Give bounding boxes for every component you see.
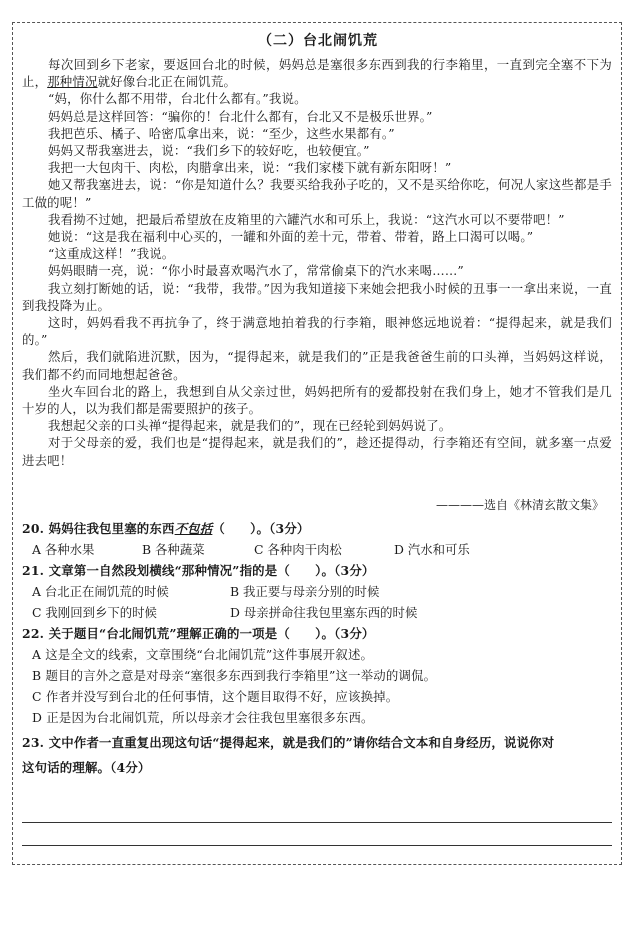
paragraph: 坐火车回台北的路上，我想到自从父亲过世，妈妈把所有的爱都投射在我们身上，她才不管我们是几十岁的人，以为我们都是需要照护的孩子。 [22,383,612,417]
paragraph: 妈妈又帮我塞进去，说：“我们乡下的较好吃，也较便宜。” [48,143,370,159]
answer-lines[interactable] [22,800,612,846]
question-21-options-row2 [22,602,612,623]
answer-line[interactable] [22,823,612,846]
question-23: 23. 文中作者一直重复出现这句话“提得起来，就是我们的”请你结合文本和自身经历，说说你对 [22,735,555,750]
questions-section [22,518,612,778]
paragraph: 每次回到乡下老家，要返回台北的时候，妈妈总是塞很多东西到我的行李箱里，一直到完全塞不下为止，那种情况就好像台北正在闹饥荒。 [22,57,612,90]
option-d[interactable]: D 汽水和可乐 [394,542,470,557]
paragraph: 我看拗不过她，把最后希望放在皮箱里的六罐汽水和可乐上，我说：“这汽水可以不要带吧！” [48,211,565,227]
option-c[interactable]: C 我刚回到乡下的时候 [32,605,157,620]
passage-title: （二）台北闹饥荒 [258,33,378,49]
option-a[interactable]: A 这是全文的线索，文章围绕“台北闹饥荒”这件事展开叙述。 [32,647,374,662]
option-d[interactable]: D 母亲拼命往我包里塞东西的时候 [230,605,418,620]
paragraph: “妈，你什么都不用带，台北什么都有。”我说。 [48,91,307,107]
paragraph: 然后，我们就陷进沉默，因为，“提得起来，就是我们的”正是我爸爸生前的口头禅，当妈妈这样说，我们都不约而同地想起爸爸。 [22,349,612,382]
paragraph: 我把一大包肉干、肉松，肉腊拿出来，说：“我们家楼下就有新东阳呀！” [48,160,452,176]
question-23-cont: 这句话的理解。（4分） [22,760,151,775]
option-c[interactable]: C 作者并没写到台北的任何事情，这个题目取得不好，应该换掉。 [32,689,399,704]
paragraph: 妈妈总是这样回答：“骗你的！台北什么都有，台北又不是极乐世界。” [48,108,433,124]
answer-line[interactable] [22,800,612,823]
paragraph: 对于父母亲的爱，我们也是“提得起来，就是我们的”，趁还提得动，行李箱还有空间，就多塞一点爱进去吧！ [22,435,612,468]
question-21-options-row1 [22,581,612,602]
paragraph: 我把芭乐、橘子、哈密瓜拿出来，说：“至少，这些水果都有。” [48,125,395,141]
paragraph: “这重成这样！”我说。 [48,246,175,262]
passage-body [22,56,612,469]
paragraph: 她又帮我塞进去，说：“你是知道什么？我要买给我孙子吃的，又不是买给你吃，何况人家这些都是手工做的呢！” [22,177,612,210]
emphasis-not-include: 不包括 [174,521,213,536]
option-d[interactable]: D 正是因为台北闹饥荒，所以母亲才会往我包里塞很多东西。 [32,710,374,725]
question-20: 20. 妈妈往我包里塞的东西不包括（ ）。（3分） [22,521,310,536]
question-22: 22. 关于题目“台北闹饥荒”理解正确的一项是（ ）。（3分） [22,626,375,641]
option-b[interactable]: B 我正要与母亲分别的时候 [230,584,380,599]
option-a[interactable]: A 台北正在闹饥荒的时候 [32,584,169,599]
paragraph: 她说：“这是我在福利中心买的，一罐和外面的差十元，带着、带着，路上口渴可以喝。” [48,229,534,245]
option-a[interactable]: A 各种水果 [32,542,95,557]
paragraph: 我立刻打断她的话，说：“我带，我带。”因为我知道接下来她会把我小时候的丑事一一拿出来说，一直到我投降为止。 [22,280,612,313]
paragraph: 我想起父亲的口头禅“提得起来，就是我们的”，现在已经轮到妈妈说了。 [48,418,452,434]
question-20-options [22,539,612,560]
option-b[interactable]: B 各种蔬菜 [142,542,205,557]
paragraph: 妈妈眼睛一亮，说：“你小时最喜欢喝汽水了，常常偷桌下的汽水来喝……” [48,263,464,279]
option-c[interactable]: C 各种肉干肉松 [254,542,342,557]
underlined-phrase: 那种情况 [47,74,98,90]
source-citation: ————选自《林清玄散文集》 [435,498,604,512]
option-b[interactable]: B 题目的言外之意是对母亲“塞很多东西到我行李箱里”这一举动的调侃。 [32,668,437,683]
question-21: 21. 文章第一自然段划横线“那种情况”指的是（ ）。（3分） [22,563,375,578]
paragraph: 这时，妈妈看我不再抗争了，终于满意地拍着我的行李箱，眼神悠远地说着：“提得起来，就是我们的。” [22,315,612,348]
